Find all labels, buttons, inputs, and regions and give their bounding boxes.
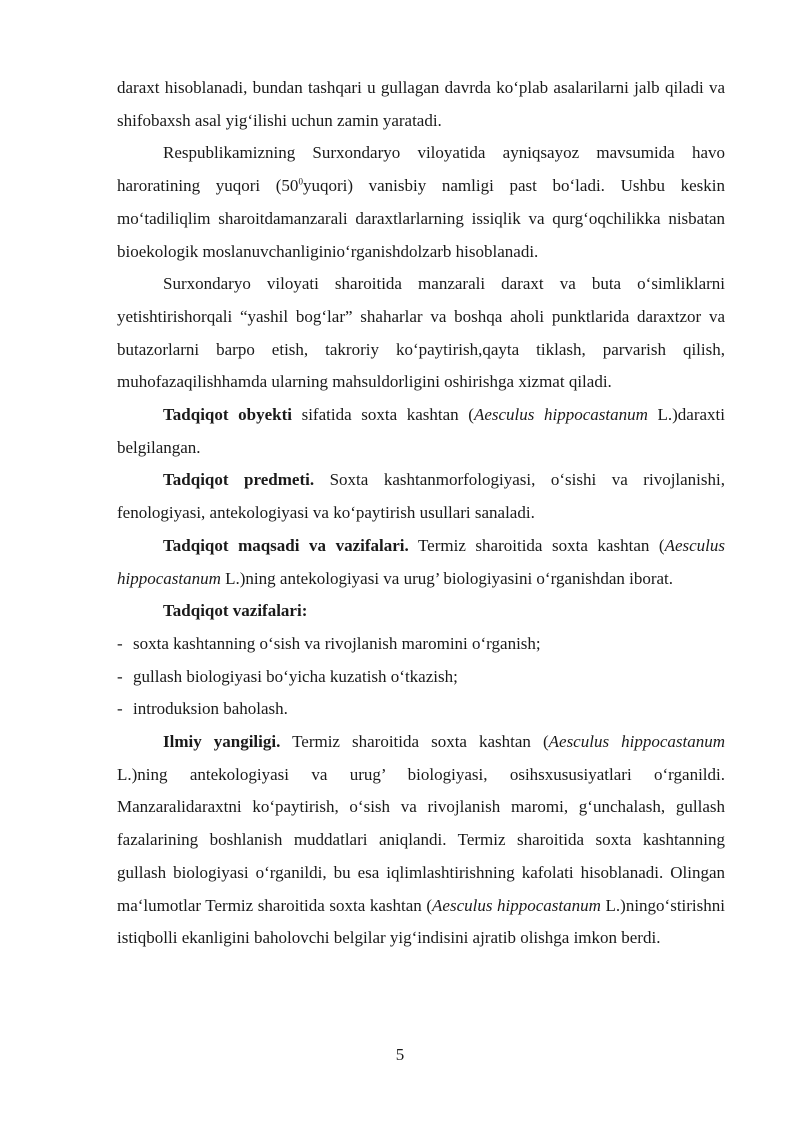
page-number: 5 (395, 1045, 405, 1064)
research-object-label: Tadqiqot obyekti (163, 405, 292, 425)
paragraph-scientific-novelty (117, 726, 725, 955)
species-name: Aesculus hippocastanum (473, 405, 648, 425)
list-item (117, 661, 725, 694)
page-body (117, 72, 725, 955)
research-goal-label: Tadqiqot maqsadi va vazifalari. (163, 535, 409, 555)
paragraph-research-tasks-heading (117, 595, 725, 628)
paragraph-text: Respublikamizning Surxondaryo viloyatida ayniqsayoz mavsumida havo haroratining yuqori (50 (117, 143, 725, 196)
paragraph-research-goal (117, 530, 725, 595)
list-item-text: soxta kashtanning o‘sish va rivojlanish maromini o‘rganish; (133, 633, 541, 653)
research-subject-label: Tadqiqot predmeti. (163, 470, 315, 490)
research-tasks-label: Tadqiqot vazifalari: (163, 601, 308, 621)
paragraph-text: Soxta kashtanmorfologiyasi, o‘sishi va rivojlanishi, fenologiyasi, antekologiyasi va ko‘paytirish usullari sanaladi. (117, 470, 725, 523)
paragraph-intro-continuation (117, 72, 725, 137)
list-item (117, 628, 725, 661)
list-item-text: introduksion baholash. (133, 699, 288, 719)
research-tasks-list (117, 628, 725, 726)
dash-bullet: - (117, 666, 123, 686)
scientific-novelty-label: Ilmiy yangiligi. (163, 732, 281, 752)
paragraph-research-object (117, 399, 725, 464)
species-name: Aesculus hippocastanum (117, 535, 726, 588)
paragraph-green-gardens (117, 268, 725, 399)
degree-superscript: 0 (298, 176, 303, 187)
list-item-text: gullash biologiyasi bo‘yicha kuzatish o‘tkazish; (133, 666, 458, 686)
dash-bullet: - (117, 633, 123, 653)
paragraph-text: L.)daraxti belgilangan. (117, 405, 725, 457)
paragraph-text: Termiz sharoitida soxta kashtan ( (280, 732, 549, 752)
paragraph-text: daraxt hisoblanadi, bundan tashqari u gullagan davrda ko‘plab asalarilarni jalb qiladi va shifobaxsh asal yig‘ilishi uchun zamin yaratadi. (117, 78, 725, 130)
dash-bullet: - (117, 699, 123, 719)
species-name: Aesculus hippocastanum (432, 895, 601, 915)
paragraph-text: L.)ning antekologiyasi va urug’ biologiyasini o‘rganishdan iborat. (220, 568, 674, 588)
paragraph-climate (117, 137, 725, 268)
paragraph-text: sifatida soxta kashtan ( (291, 405, 474, 425)
paragraph-text: yuqori) vanisbiy namligi past bo‘ladi. Ushbu keskin mo‘tadiliqlim sharoitdamanzarali daraxtlarlarning issiqlik va qurg‘oqchilikka nisbatan bioekologik moslanuvchanliginio‘rganishdolzarb hisoblanadi. (117, 176, 725, 261)
species-name: Aesculus hippocastanum (548, 732, 725, 752)
paragraph-text: L.)ning antekologiyasi va urug’ biologiyasi, osihsxususiyatlari o‘rganildi. Manzaralidaraxtni ko‘paytirish, o‘sish va rivojlanish maromi, g‘unchalash, gullash fazalarining boshlanish muddatlari aniqlandi. Termiz sharoitida soxta kashtanning gullash biologiyasi o‘rganildi, bu esa iqlimlashtirishning kafolati hisoblanadi. Olingan ma‘lumotlar Termiz sharoitida soxta kashtan ( (117, 764, 725, 915)
paragraph-text: Surxondaryo viloyati sharoitida manzarali daraxt va buta o‘simliklarni yetishtirishorqali “yashil bog‘lar” shaharlar va boshqa aholi punktlarida daraxtzor va butazorlarni barpo etish, takroriy ko‘paytirish,qayta tiklash, parvarish qilish, muhofazaqilishhamda ularning mahsuldorligini oshirishga xizmat qiladi. (117, 274, 725, 392)
paragraph-research-subject (117, 464, 725, 529)
list-item (117, 693, 725, 726)
paragraph-text: L.)ningo‘stirishni istiqbolli ekanligini baholovchi belgilar yig‘indisini ajratib olishga imkon berdi. (117, 895, 725, 948)
paragraph-text: Termiz sharoitida soxta kashtan ( (408, 535, 665, 555)
